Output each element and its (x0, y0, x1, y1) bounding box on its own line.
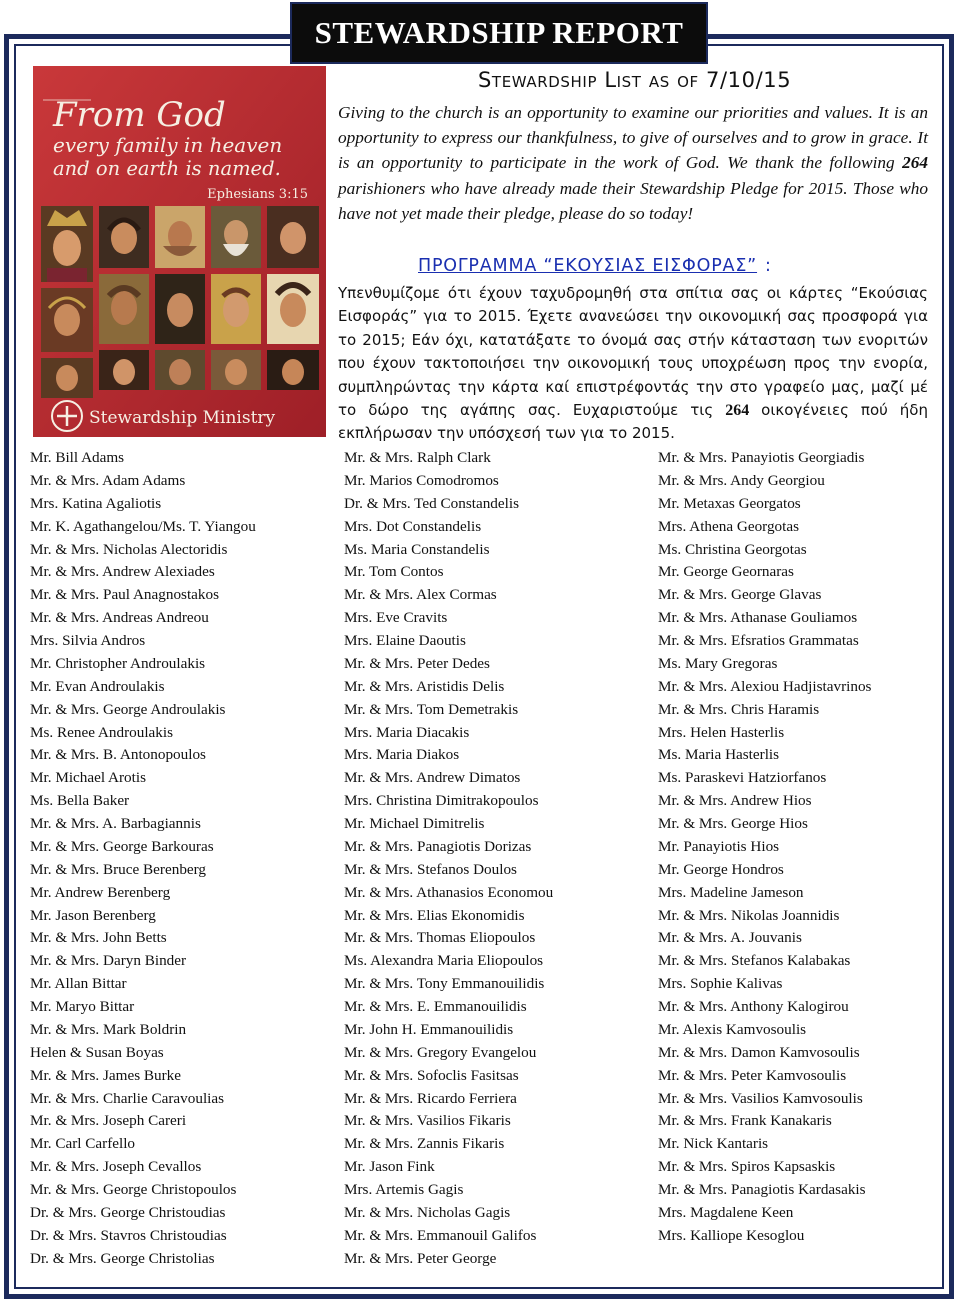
parishioner-name: Mr. Jason Fink (344, 1158, 435, 1176)
parishioner-name: Mr. & Mrs. E. Emmanouilidis (344, 998, 527, 1015)
greek-count: 264 (725, 402, 750, 420)
parishioner-name: Mr. Carl Carfello (30, 1135, 136, 1153)
names-column-2 (344, 447, 644, 1271)
greek-text-1: Υπενθυμίζομε ότι έχουν ταχυδρομηθή στα σπίτια σας οι κάρτες “Εκούσιας Εισφοράς” για το 2015. Έχετε ανανεώσει την οικονομική σας προσφορά για το 2015; Εάν όχι, κατατάξατε το όνομά σας στήν κάτασταση των ενοριτών που έχουν τακτοποιήσει την οικονομική τους υποχρέωση προς την ενορία, συμπληρώντας την κάρτα καί επιστρέφοντάς την στο γραφείο μας, μαζί μέ το δώρο της αγάπης σας. Ευχαριστούμε τις (338, 284, 928, 420)
parishioner-name: Mr. & Mrs. Athanasios Economou (344, 883, 554, 901)
parishioner-name: Mr. & Mrs. Peter George (344, 1249, 497, 1267)
parishioner-name: Mr. & Mrs. Joseph Careri (30, 1112, 187, 1130)
intro-text-2: parishioners who have already made their Stewardship Pledge for 2015. Those who have not yet made their pledge, please do so today! (338, 178, 928, 223)
parishioner-name: Mrs. Sophie Kalivas (658, 975, 783, 993)
parishioner-name: Mr. & Mrs. Ricardo Ferriera (344, 1089, 517, 1107)
parishioner-name: Mr. & Mrs. Andrew Alexiades (30, 563, 215, 581)
parishioner-name: Mr. Marios Comodromos (344, 471, 499, 489)
parishioner-name: Mr. & Mrs. Stefanos Kalabakas (658, 952, 851, 970)
parishioner-name: Ms. Mary Gregoras (658, 654, 778, 672)
parishioner-name: Mr. Evan Androulakis (30, 677, 165, 695)
parishioner-name: Mr. & Mrs. Aristidis Delis (344, 677, 505, 695)
parishioner-name: Mr. Allan Bittar (30, 975, 127, 993)
parishioner-name: Mrs. Helen Hasterlis (658, 723, 785, 741)
parishioner-name: Mr. & Mrs. Sofoclis Fasitsas (344, 1066, 519, 1084)
parishioner-name: Mr. Bill Adams (30, 449, 125, 466)
parishioner-name: Mr. & Mrs. Tom Demetrakis (344, 700, 519, 718)
parishioner-name: Mr. Metaxas Georgatos (658, 494, 801, 512)
parishioner-name: Mrs. Maria Diacakis (344, 723, 470, 741)
parishioner-name: Dr. & Mrs. Stavros Christoudias (30, 1226, 227, 1244)
parishioner-name: Mrs. Madeline Jameson (658, 883, 804, 901)
parishioner-name: Mr. & Mrs. Gregory Evangelou (344, 1043, 537, 1061)
parishioner-name: Mr. & Mrs. Thomas Eliopoulos (344, 929, 536, 947)
parishioner-name: Mr. Tom Contos (344, 563, 444, 581)
parishioner-name: Mr. & Mrs. Andreas Andreou (30, 609, 209, 627)
parishioner-name: Mr. Panayiotis Hios (658, 837, 780, 855)
parishioner-name: Mr. & Mrs. Nikolas Joannidis (658, 906, 840, 924)
intro-paragraph (338, 100, 928, 226)
parishioner-name: Ms. Paraskevi Hatziorfanos (658, 769, 827, 787)
poster-line3: and on earth is named. (53, 157, 281, 180)
parishioner-name: Dr. & Mrs. George Christoudias (30, 1203, 226, 1221)
report-banner: STEWARDSHIP REPORT (290, 2, 708, 64)
stewardship-list-title: Stewardship List as of 7/10/15 (478, 68, 792, 92)
stewardship-poster (33, 66, 326, 437)
parishioner-name: Mr. & Mrs. George Christopoulos (30, 1181, 237, 1198)
parishioner-name: Mr. & Mrs. Mark Boldrin (30, 1020, 187, 1038)
parishioner-name: Mrs. Athena Georgotas (658, 517, 800, 535)
parishioner-name: Mr. K. Agathangelou/Ms. T. Yiangou (30, 517, 256, 535)
parishioner-name: Mr. & Mrs. Efsratios Grammatas (658, 632, 859, 649)
parishioner-name: Mr. & Mrs. Paul Anagnostakos (30, 586, 220, 604)
greek-paragraph (338, 282, 928, 446)
parishioner-name: Ms. Bella Baker (30, 792, 130, 810)
greek-title-text: ΠΡΟΓΡΑΜΜΑ “ΕΚΟΥΣΙΑΣ ΕΙΣΦΟΡΑΣ” (418, 256, 758, 276)
parishioner-name: Mrs. Christina Dimitrakopoulos (344, 792, 539, 810)
parishioner-name: Mr. & Mrs. Daryn Binder (30, 952, 187, 970)
parishioner-name: Mr. George Hondros (658, 860, 784, 878)
parishioner-name: Mr. & Mrs. Peter Kamvosoulis (658, 1066, 847, 1084)
poster-ministry: Stewardship Ministry (89, 408, 276, 428)
parishioner-name: Mrs. Kalliope Kesoglou (658, 1226, 805, 1244)
parishioner-name: Mr. Maryo Bittar (30, 998, 135, 1015)
parishioner-name: Mr. & Mrs. George Barkouras (30, 837, 214, 855)
parishioner-name: Mr. & Mrs. George Androulakis (30, 700, 226, 718)
parishioner-name: Mr. & Mrs. Panagiotis Kardasakis (658, 1181, 866, 1198)
parishioner-name: Mr. Michael Arotis (30, 769, 147, 787)
parishioner-name: Mr. & Mrs. Nicholas Gagis (344, 1203, 511, 1221)
parishioner-name: Mr. George Geornaras (658, 563, 794, 581)
parishioner-name: Mr. & Mrs. Andy Georgiou (658, 471, 825, 489)
parishioner-name: Mr. & Mrs. Athanase Gouliamos (658, 609, 858, 627)
names-column-1 (30, 447, 330, 1271)
parishioner-name: Mrs. Elaine Daoutis (344, 632, 466, 649)
parishioner-name: Mr. & Mrs. Chris Haramis (658, 700, 820, 718)
parishioner-name: Mr. & Mrs. Andrew Dimatos (344, 769, 521, 787)
names-column-3 (658, 447, 948, 1248)
parishioner-name: Mr. Jason Berenberg (30, 906, 156, 924)
parishioner-name: Mr. & Mrs. Alexiou Hadjistavrinos (658, 677, 872, 695)
parishioner-name: Mr. & Mrs. Panagiotis Dorizas (344, 837, 532, 855)
parishioner-name: Helen & Susan Boyas (30, 1043, 164, 1061)
parishioner-name: Mr. & Mrs. Joseph Cevallos (30, 1158, 202, 1176)
parishioner-name: Mr. & Mrs. Ralph Clark (344, 449, 491, 466)
parishioner-name: Mr. & Mrs. Zannis Fikaris (344, 1135, 505, 1153)
greek-title-colon: : (765, 256, 772, 276)
parishioner-name: Mrs. Silvia Andros (30, 632, 146, 649)
parishioner-name: Ms. Maria Constandelis (344, 540, 490, 558)
parishioner-name: Dr. & Mrs. George Christolias (30, 1249, 215, 1267)
parishioner-name: Mr. & Mrs. Stefanos Doulos (344, 860, 517, 878)
parishioner-name: Mr. & Mrs. Vasilios Kamvosoulis (658, 1089, 863, 1107)
parishioner-name: Mr. & Mrs. Tony Emmanouilidis (344, 975, 545, 993)
parishioner-name: Mr. & Mrs. Charlie Caravoulias (30, 1089, 225, 1107)
greek-text-2: οικογένειες πού ήδη εκπλήρωσαν την υπόσχεσή των για το 2015. (338, 401, 928, 443)
parishioner-name: Mr. Christopher Androulakis (30, 654, 206, 672)
parishioner-name: Mr. & Mrs. A. Jouvanis (658, 929, 802, 947)
icon-faces (41, 206, 319, 398)
parishioner-name: Mr. & Mrs. Frank Kanakaris (658, 1112, 832, 1130)
parishioner-name: Mr. & Mrs. Alex Cormas (344, 586, 497, 604)
parishioner-name: Mr. & Mrs. Anthony Kalogirou (658, 998, 849, 1015)
parishioner-name: Mr. Alexis Kamvosoulis (658, 1020, 807, 1038)
parishioner-name: Mrs. Magdalene Keen (658, 1203, 794, 1221)
parishioner-name: Mr. & Mrs. Elias Ekonomidis (344, 906, 525, 924)
parishioner-name: Mr. & Mrs. Spiros Kapsaskis (658, 1158, 836, 1176)
parishioner-name: Ms. Renee Androulakis (30, 723, 173, 741)
poster-reference: Ephesians 3:15 (207, 187, 308, 202)
intro-text-1: Giving to the church is an opportunity to examine our priorities and values. It is an opportunity to express our thankfulness, to give of ourselves and to grow in grace. It is an opportunity to participate in the work of God. We thank the following (338, 103, 928, 173)
poster-illustration (33, 66, 326, 437)
parishioner-name: Mr. & Mrs. George Glavas (658, 586, 822, 604)
parishioner-name: Mr. & Mrs. B. Antonopoulos (30, 746, 206, 764)
parishioner-name: Mrs. Dot Constandelis (344, 517, 482, 535)
parishioner-name: Mr. & Mrs. Adam Adams (30, 471, 186, 489)
parishioner-name: Mrs. Maria Diakos (344, 746, 460, 764)
parishioner-name: Mr. Michael Dimitrelis (344, 815, 485, 832)
parishioner-name: Mr. & Mrs. George Hios (658, 815, 808, 832)
parishioner-name: Mr. & Mrs. John Betts (30, 929, 167, 947)
parishioner-name: Dr. & Mrs. Ted Constandelis (344, 494, 519, 512)
parishioner-name: Mr. & Mrs. Damon Kamvosoulis (658, 1043, 860, 1061)
poster-line2: every family in heaven (53, 133, 283, 157)
parishioner-name: Mr. & Mrs. A. Barbagiannis (30, 815, 201, 832)
parishioner-name: Ms. Maria Hasterlis (658, 746, 780, 764)
parishioner-name: Mr. & Mrs. Nicholas Alectoridis (30, 540, 228, 558)
parishioner-name: Ms. Christina Georgotas (658, 540, 807, 558)
parishioner-name: Mr. & Mrs. Peter Dedes (344, 654, 490, 672)
parishioner-name: Ms. Alexandra Maria Eliopoulos (344, 952, 544, 970)
intro-count: 264 (902, 153, 928, 173)
parishioner-name: Mr. & Mrs. Bruce Berenberg (30, 860, 207, 878)
parishioner-name: Mr. & Mrs. James Burke (30, 1066, 182, 1084)
greek-program-title (418, 256, 858, 276)
parishioner-name: Mr. & Mrs. Vasilios Fikaris (344, 1112, 511, 1130)
parishioner-name: Mrs. Eve Cravits (344, 609, 448, 627)
parishioner-name: Mr. Andrew Berenberg (30, 883, 171, 901)
parishioner-name: Mr. & Mrs. Andrew Hios (658, 792, 812, 810)
poster-line1: From God (53, 95, 226, 135)
parishioner-name: Mr. & Mrs. Emmanouil Galifos (344, 1226, 537, 1244)
parishioner-name: Mrs. Katina Agaliotis (30, 494, 162, 512)
parishioner-name: Mr. Nick Kantaris (658, 1135, 769, 1153)
parishioner-name: Mr. John H. Emmanouilidis (344, 1020, 514, 1038)
parishioner-name: Mr. & Mrs. Panayiotis Georgiadis (658, 449, 865, 466)
parishioner-name: Mrs. Artemis Gagis (344, 1181, 464, 1198)
